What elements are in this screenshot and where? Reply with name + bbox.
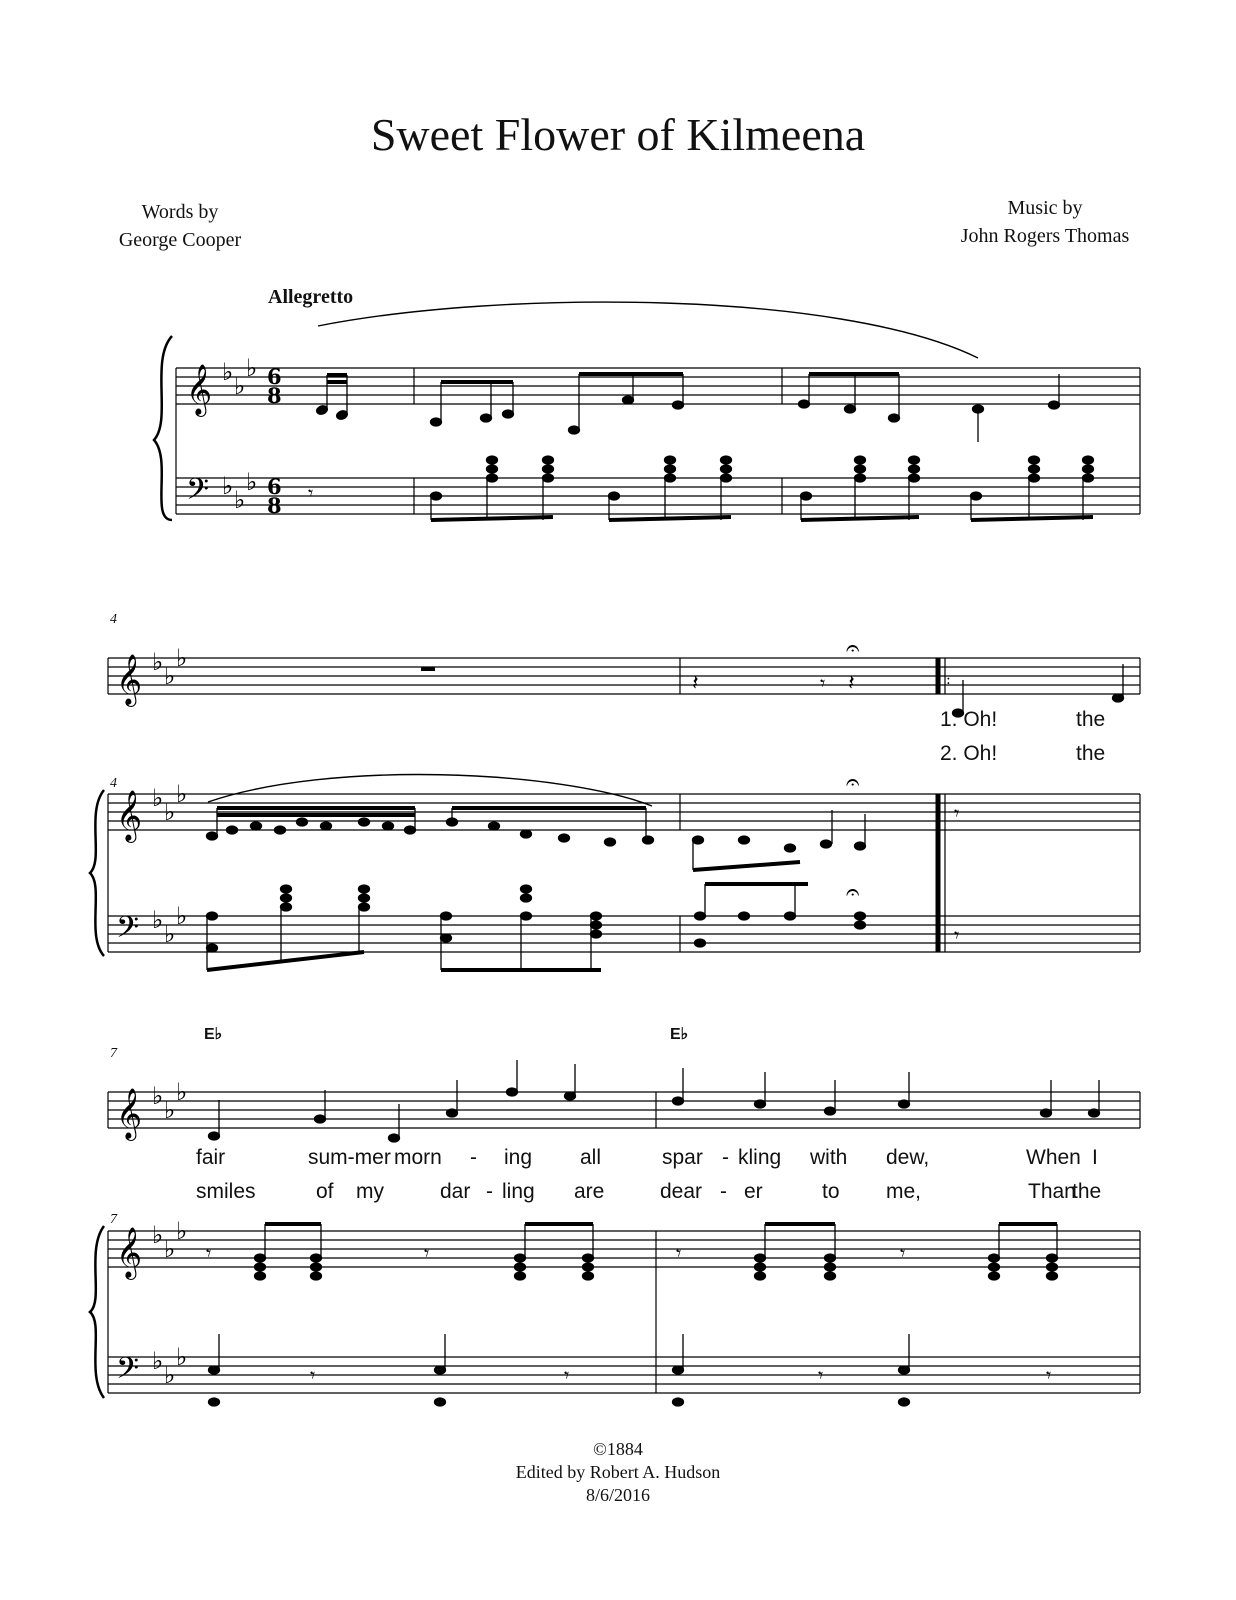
note [315,1115,326,1123]
voice-staff-2 [108,658,1140,694]
treble-clef-icon: 𝄞 [116,1088,143,1139]
svg-text:♭: ♭ [164,798,176,826]
svg-text:♭: ♭ [164,1361,176,1389]
svg-text:𝄾: 𝄾 [206,1241,212,1265]
lyric-syllable: my [356,1180,384,1203]
svg-text:𝄾: 𝄾 [900,1241,906,1265]
edit-date: 8/6/2016 [585,1485,650,1505]
bass-clef-icon: 𝄢 [116,1352,140,1393]
lyric-syllable: to [822,1180,840,1203]
svg-text:𝄽: 𝄽 [692,671,699,696]
note [623,396,634,404]
lyric-syllable: ling [502,1180,535,1203]
treble-clef-icon: 𝄞 [186,364,213,415]
measure-number: 7 [110,1046,117,1061]
note [673,1097,684,1105]
chord-symbol: E♭ [670,1026,689,1043]
svg-text:♭: ♭ [176,780,188,808]
svg-text:𝄾: 𝄾 [954,801,960,825]
note [889,414,900,422]
svg-text:𝄾: 𝄾 [310,1363,316,1387]
lyric-syllable: dear [660,1180,703,1203]
whole-rest [421,667,435,671]
svg-text:♭: ♭ [164,920,176,948]
svg-text:𝄾: 𝄾 [818,1363,824,1387]
note [209,1132,220,1140]
svg-text:♭: ♭ [246,468,258,496]
treble-clef-icon: 𝄞 [116,1227,143,1278]
voice-staff-3 [108,1092,1140,1128]
svg-text:6: 6 [267,474,282,499]
svg-text:𝄾: 𝄾 [564,1363,570,1387]
system-1 [154,302,1140,520]
bass-staff-3 [108,1357,1140,1393]
note [1113,694,1124,702]
note [431,418,442,426]
svg-text:𝄽: 𝄽 [848,671,855,696]
lyric-syllable: - [486,1180,493,1203]
lyric-syllable: of [316,1180,334,1203]
lyric-syllable: spar [662,1146,703,1169]
bass-chords-1 [431,456,1094,520]
svg-text:♭: ♭ [152,1347,164,1375]
fermata-icon: 𝄐 [846,768,860,796]
svg-text:♭: ♭ [152,784,164,812]
editor-credit: Edited by Robert A. Hudson [515,1462,721,1482]
svg-text:♭: ♭ [222,472,234,500]
svg-text:♭: ♭ [176,902,188,930]
svg-text:♭: ♭ [152,1082,164,1110]
bass-clef-icon: 𝄢 [186,473,210,514]
lyric-syllable: the [1072,1180,1102,1203]
grand-staff-brace [154,336,172,520]
treble-clef-icon: 𝄞 [116,654,143,705]
lyric-syllable: 2. Oh! [940,742,998,765]
svg-text:𝄾: 𝄾 [424,1241,430,1265]
svg-text:♭: ♭ [222,358,234,386]
svg-text:𝄾: 𝄾 [1046,1363,1052,1387]
svg-text:♭: ♭ [164,662,176,690]
treble-clef-icon: 𝄞 [116,790,143,841]
svg-text:♭: ♭ [164,1235,176,1263]
bass-staff-1 [176,478,1140,514]
lyric-syllable: sum-mer [308,1146,391,1169]
note [1041,1109,1052,1117]
note [569,426,580,434]
svg-text:6: 6 [267,364,282,389]
lyric-syllable: - [722,1146,729,1169]
note [825,1107,836,1115]
note [755,1100,766,1108]
copyright-notice: ©1884 [593,1439,643,1459]
note [1089,1109,1100,1117]
svg-text:♭: ♭ [176,1343,188,1371]
lyric-syllable: When [1026,1146,1081,1169]
note [503,410,514,418]
note [481,414,492,422]
measure-number: 4 [110,776,117,791]
svg-text::: : [946,672,951,688]
lyric-syllable: - [470,1146,477,1169]
tempo-marking: Allegretto [268,286,354,308]
svg-text:♭: ♭ [152,648,164,676]
note [389,1134,400,1142]
lyric-syllable: er [744,1180,763,1203]
svg-text:𝄾: 𝄾 [676,1241,682,1265]
svg-text:𝄾: 𝄾 [954,923,960,947]
composer-name: John Rogers Thomas [960,225,1130,247]
svg-text:♭: ♭ [234,372,246,400]
note [799,400,810,408]
lyric-syllable: morn [394,1146,442,1169]
lyric-syllable: the [1076,742,1106,765]
bass-clef-icon: 𝄢 [116,911,140,952]
lyric-syllable: the [1076,708,1106,731]
lyric-syllable: smiles [196,1180,256,1203]
lyric-syllable: all [580,1146,602,1169]
note [845,405,856,413]
svg-text:♭: ♭ [176,644,188,672]
chord-symbol: E♭ [204,1026,223,1043]
svg-text:𝄾: 𝄾 [308,481,314,505]
bass-chords-2 [207,878,960,970]
note [899,1100,910,1108]
fermata-icon: 𝄐 [846,634,860,662]
note [1049,401,1060,409]
note [565,1092,576,1100]
music-label: Music by [1007,197,1083,219]
song-title: Sweet Flower of Kilmeena [370,109,866,160]
svg-text:♭: ♭ [176,1078,188,1106]
svg-text:♭: ♭ [176,1217,188,1245]
treble-chords-3 [206,1224,1058,1280]
fermata-icon: 𝄐 [846,878,860,906]
words-label: Words by [141,201,219,223]
notes-system-1 [308,374,1094,520]
lyric-syllable: fair [196,1146,226,1169]
bass-staff-2 [108,916,1140,952]
lyric-syllable: are [574,1180,605,1203]
note [507,1088,518,1096]
svg-text:𝄾: 𝄾 [820,671,826,695]
svg-text:♭: ♭ [152,1221,164,1249]
svg-text:♭: ♭ [164,1096,176,1124]
lyric-syllable: I [1092,1146,1098,1169]
measure-number: 4 [110,612,117,627]
note [447,1109,458,1117]
treble-staff-2 [108,794,1140,830]
svg-text:8: 8 [267,493,282,518]
lyric-syllable: - [720,1180,727,1203]
lyric-syllable: kling [738,1146,782,1169]
svg-text:8: 8 [267,383,282,408]
lyric-syllable: ing [504,1146,533,1169]
lyric-syllable: Than [1028,1180,1076,1203]
lyric-syllable: with [810,1146,848,1169]
note [673,401,684,409]
lyric-syllable: dar [440,1180,471,1203]
notes-system-3 [206,1060,1100,1406]
svg-text:♭: ♭ [152,906,164,934]
lyric-syllable: 1. Oh! [940,708,998,731]
lyricist-name: George Cooper [118,229,242,251]
system-3 [90,1092,1140,1398]
treble-runs-2 [207,768,960,870]
time-signatures [267,364,282,518]
phrase-slur [318,302,978,358]
bass-notes-3 [209,1334,1052,1406]
lyric-syllable: me, [886,1180,922,1203]
svg-text:♭: ♭ [246,354,258,382]
lyric-syllable: dew, [886,1146,930,1169]
svg-text:♭: ♭ [234,486,246,514]
page-footer [0,1438,1236,1507]
measure-number: 7 [110,1212,117,1227]
